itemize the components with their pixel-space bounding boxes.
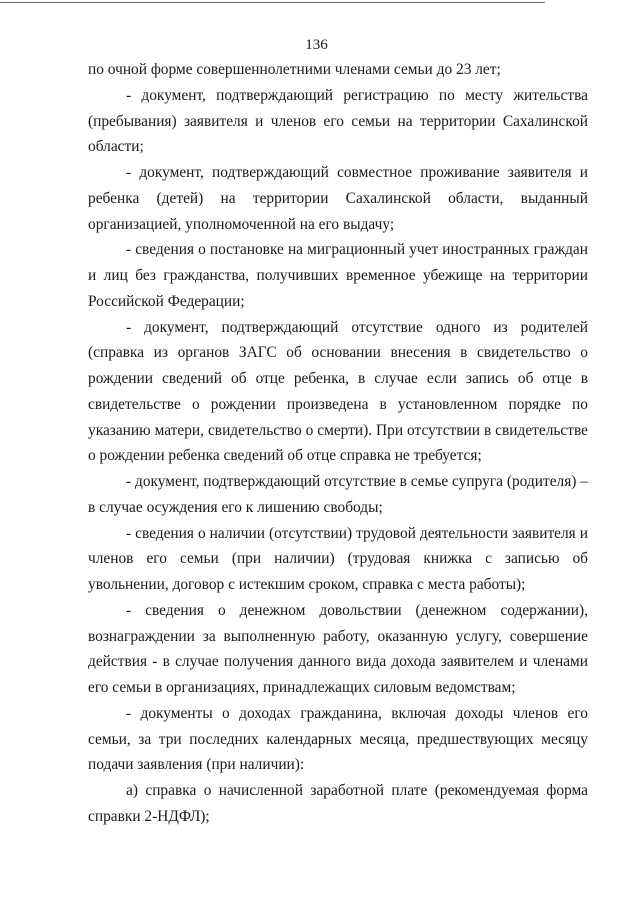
paragraph-parent-absence-document: - документ, подтверждающий отсутствие одного из родителей (справка из органов ЗАГС об основании внесения в свидетельство о рождении сведений об отце ребенка, в случае если запись об отце в свидетельстве о рождении произведена в установленном порядке по указанию матери, свидетельство о смерти). При отсутствии в свидетельстве о рождении ребенка сведений об отце справка не требуется; — [88, 318, 588, 465]
paragraph-cohabitation-document: - документ, подтверждающий совместное проживание заявителя и ребенка (детей) на территории Сахалинской области, выданный организацией, уполномоченной на его выдачу; — [88, 164, 588, 233]
paragraph-spouse-absence-document: - документ, подтверждающий отсутствие в семье супруга (родителя) – в случае осуждения его к лишению свободы; — [88, 473, 588, 516]
paragraph-registration-document: - документ, подтверждающий регистрацию по месту жительства (пребывания) заявителя и членов его семьи на территории Сахалинской области; — [88, 86, 588, 156]
paragraph-migration-registration: - сведения о постановке на миграционный учет иностранных граждан и лиц без гражданства, получивших временное убежище на территории Российской Федерации; — [88, 241, 588, 310]
page-number: 136 — [305, 37, 328, 53]
scan-edge-line — [0, 2, 545, 3]
paragraph-employment-information: - сведения о наличии (отсутствии) трудовой деятельности заявителя и членов его семьи (при наличии) (трудовая книжка с записью об увольнении, договор с истекшим сроком, справка с места работы); — [88, 524, 588, 593]
document-body — [88, 57, 588, 830]
paragraph-salary-certificate: а) справка о начисленной заработной плате (рекомендуемая форма справки 2-НДФЛ); — [88, 782, 588, 825]
paragraph-continuation: по очной форме совершеннолетними членами семьи до 23 лет; — [88, 61, 501, 78]
paragraph-monetary-allowance: - сведения о денежном довольствии (денежном содержании), вознаграждении за выполненную работу, оказанную услугу, совершение действия - в случае получения данного вида дохода заявителем и членами его семьи в организациях, принадлежащих силовым ведомствам; — [88, 601, 588, 696]
paragraph-income-documents: - документы о доходах гражданина, включая доходы членов его семьи, за три последних календарных месяца, предшествующих месяцу подачи заявления (при наличии): — [88, 704, 588, 774]
